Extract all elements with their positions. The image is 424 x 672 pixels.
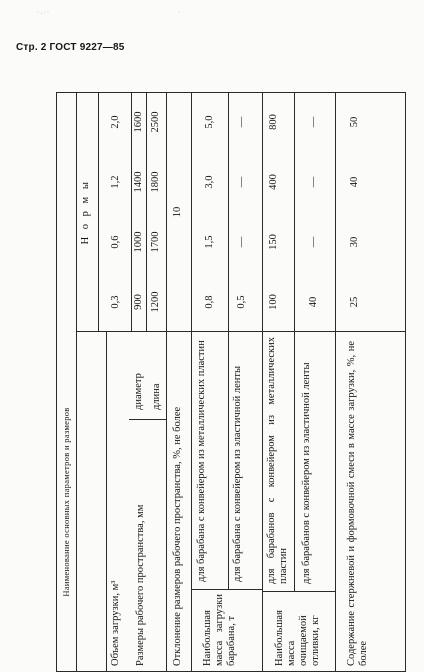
scan-speckle: · bbox=[178, 10, 180, 16]
max-load-drum-elastic-value: — bbox=[236, 116, 247, 128]
max-load-drum-elastic-value: — bbox=[236, 176, 247, 188]
rule-row-deviation bbox=[191, 92, 192, 672]
core-sand-value: 25 bbox=[349, 296, 360, 308]
rule-norms-volume bbox=[131, 92, 132, 332]
rule-drum-sub-v bbox=[191, 589, 262, 590]
diameter-value: 1400 bbox=[133, 171, 144, 193]
max-load-drum-elastic-value: 0,5 bbox=[236, 295, 247, 309]
volume-value: 0,3 bbox=[110, 295, 121, 309]
norms-column-header: Н о р м ы bbox=[80, 179, 91, 245]
max-mass-casting-metal-value: 400 bbox=[268, 174, 279, 190]
diameter-label: диаметр bbox=[133, 373, 144, 410]
page-header: Стр. 2 ГОСТ 9227—85 bbox=[16, 42, 125, 53]
rule-row-volume bbox=[106, 332, 107, 672]
max-mass-casting-elastic-value: 40 bbox=[308, 296, 319, 308]
length-value: 1800 bbox=[150, 171, 161, 193]
length-value: 1700 bbox=[150, 231, 161, 253]
scan-speckles: · . · · bbox=[37, 10, 49, 16]
diameter-value: 900 bbox=[133, 294, 144, 310]
rule-drum-sub bbox=[228, 92, 229, 590]
volume-value: 2,0 bbox=[110, 115, 121, 129]
length-value: 1200 bbox=[150, 291, 161, 313]
max-mass-casting-metal-value: 100 bbox=[268, 294, 279, 310]
rule-top bbox=[56, 92, 57, 672]
max-load-drum-label: Наибольшая масса загрузки барабана, т bbox=[202, 594, 237, 666]
max-mass-casting-elastic-value: — bbox=[308, 116, 319, 128]
length-label: длина bbox=[151, 383, 162, 410]
max-mass-casting-elastic-value: — bbox=[308, 236, 319, 248]
max-load-drum-metal-value: 3,0 bbox=[204, 175, 215, 189]
max-load-drum-elastic-value: — bbox=[236, 236, 247, 248]
rule-workspace-sub bbox=[129, 419, 166, 420]
max-load-drum-metal-value: 1,5 bbox=[204, 235, 215, 249]
diameter-value: 1600 bbox=[133, 111, 144, 133]
rule-row-drum bbox=[262, 92, 263, 672]
params-column-header: Наименование основных параметров и размеров bbox=[61, 407, 71, 597]
max-mass-casting-label: Наибольшая масса очищаемой отливки, кг bbox=[274, 610, 321, 666]
max-mass-casting-metal-value: 150 bbox=[268, 234, 279, 250]
core-sand-value: 40 bbox=[349, 176, 360, 188]
core-sand-value: 50 bbox=[349, 116, 360, 128]
max-mass-casting-metal-value: 800 bbox=[268, 114, 279, 130]
rule-bottom bbox=[405, 92, 406, 672]
rule-casting-sub bbox=[294, 92, 295, 592]
rule-casting-sub-v bbox=[262, 591, 335, 592]
parameters-table bbox=[56, 92, 406, 672]
core-sand-label: Содержание стержневой и формовочной смеси в массе загрузки, %, не более bbox=[346, 341, 369, 666]
rule-row-casting bbox=[335, 92, 336, 672]
volume-label: Объем загрузки, м³ bbox=[110, 580, 121, 666]
volume-value: 0,6 bbox=[110, 235, 121, 249]
rule-norms-header bbox=[98, 92, 99, 332]
max-mass-casting-metal-label: для барабанов с конвейером из металлических пластин bbox=[266, 337, 289, 584]
max-load-drum-elastic-label: для барабана с конвейером из эластичной ленты bbox=[232, 365, 243, 582]
max-load-drum-metal-label: для барабана с конвейером из металлических пластин bbox=[196, 340, 207, 582]
workspace-label: Размеры рабочего пространства, мм bbox=[135, 504, 146, 666]
deviation-value: 10 bbox=[172, 206, 183, 218]
core-sand-value: 30 bbox=[349, 236, 360, 248]
max-mass-casting-elastic-label: для барабанов с конвейером из эластичной ленты bbox=[301, 362, 312, 584]
max-mass-casting-elastic-value: — bbox=[308, 176, 319, 188]
max-load-drum-metal-value: 5,0 bbox=[204, 115, 215, 129]
length-value: 2500 bbox=[150, 111, 161, 133]
diameter-value: 1000 bbox=[133, 231, 144, 253]
volume-value: 1,2 bbox=[110, 175, 121, 189]
rule-under-header bbox=[76, 92, 77, 672]
max-load-drum-metal-value: 0,8 bbox=[204, 295, 215, 309]
rule-workspace-split bbox=[146, 92, 147, 332]
rule-row-workspace bbox=[166, 92, 167, 672]
deviation-label: Отклонение размеров рабочего пространства, %, не более bbox=[172, 406, 183, 666]
